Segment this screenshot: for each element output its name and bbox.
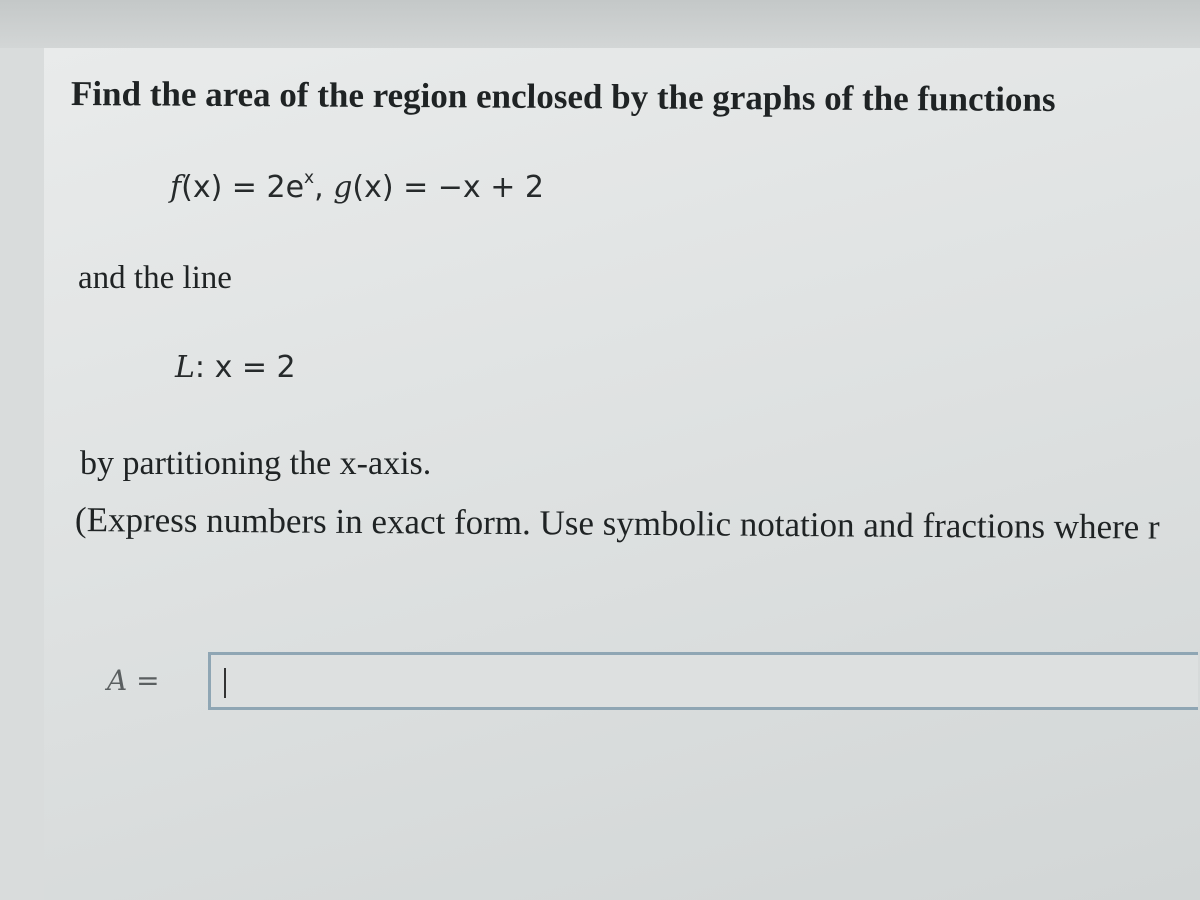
- partition-text: by partitioning the x-axis.: [80, 445, 432, 482]
- f-exponent: x: [304, 168, 315, 188]
- text-caret: [224, 668, 226, 698]
- instructions-text: (Express numbers in exact form. Use symbolic notation and fractions where r: [74, 500, 1160, 547]
- functions-equation: [170, 168, 544, 205]
- answer-label: A =: [107, 664, 160, 697]
- line-equation: [175, 350, 296, 385]
- f-name: f: [170, 170, 182, 205]
- and-the-line-text: and the line: [78, 260, 232, 296]
- line-expression: : x = 2: [194, 350, 296, 385]
- question-prompt: Find the area of the region enclosed by the graphs of the functions: [70, 74, 1056, 120]
- top-strip: [0, 0, 1200, 48]
- f-expression: (x) = 2e: [181, 170, 305, 205]
- function-separator: ,: [314, 170, 324, 205]
- g-name: g: [333, 170, 353, 205]
- area-answer-input[interactable]: [208, 652, 1198, 710]
- line-name: L: [175, 350, 195, 385]
- g-expression: (x) = −x + 2: [352, 170, 544, 205]
